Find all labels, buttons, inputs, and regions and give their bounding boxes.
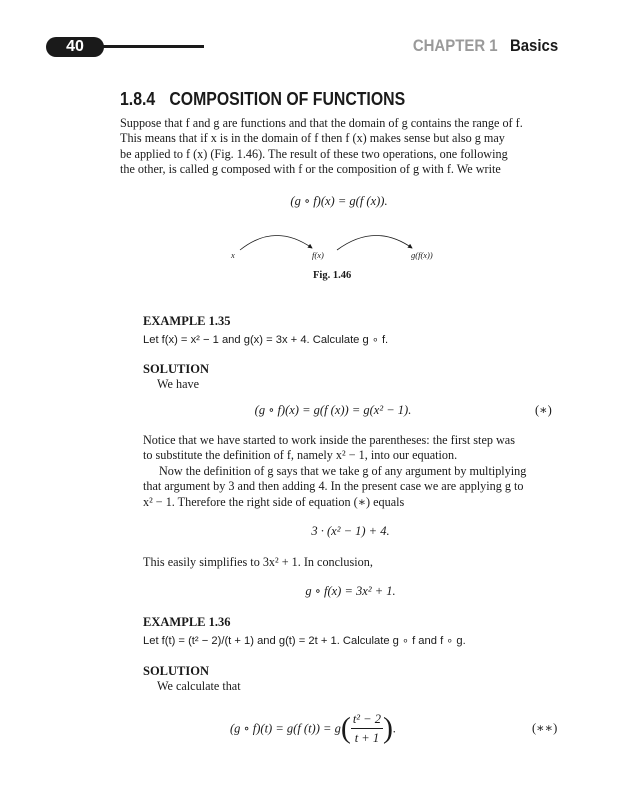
page-number: 40 xyxy=(46,37,104,57)
intro-line: the other, is called g composed with f or the composition of g with f. We write xyxy=(120,162,501,177)
fraction-denominator: t + 1 xyxy=(354,731,380,745)
example-136-heading: EXAMPLE 1.36 xyxy=(143,615,231,629)
section-title: COMPOSITION OF FUNCTIONS xyxy=(169,89,406,109)
eq-end: . xyxy=(392,721,397,736)
chapter-title: Basics xyxy=(509,36,558,55)
figure-caption: Fig. 1.46 xyxy=(313,270,352,281)
text-line: x² − 1. Therefore the right side of equation (∗) equals xyxy=(143,494,405,509)
label-gfx: g(f(x)) xyxy=(411,250,433,260)
text-line: to substitute the definition of f, namely x² − 1, into our equation. xyxy=(143,448,458,463)
eq-lhs: (g ∘ f)(t) = g(f (t)) = g xyxy=(230,721,341,736)
equation-double-star: (g ∘ f)(t) = g(f (t)) = g( $\frac{\text{t² − 2}}{t + 1}$ ). xyxy=(230,711,397,745)
label-x: x xyxy=(231,250,235,260)
intro-line: This means that if x is in the domain of f then f (x) makes sense but also g may xyxy=(120,131,505,146)
equation-star: (g ∘ f)(x) = g(f (x)) = g(x² − 1). xyxy=(254,403,412,417)
example-135-explanation xyxy=(143,433,558,510)
fraction xyxy=(351,710,383,747)
equation-star-label: (∗) xyxy=(535,403,552,417)
fraction-numerator: t² − 2 xyxy=(351,710,383,729)
text-line: Now the definition of g says that we take g of any argument by multiplying xyxy=(159,463,527,478)
section-number: 1.8.4 xyxy=(120,89,156,109)
arrow-g xyxy=(337,235,412,250)
example-135-heading: EXAMPLE 1.35 xyxy=(143,314,231,328)
chapter-label: CHAPTER 1 xyxy=(412,36,498,55)
section-heading xyxy=(120,89,405,110)
we-have-text: We have xyxy=(157,377,199,391)
intro-line: be applied to f (x) (Fig. 1.46). The result of these two operations, one following xyxy=(120,146,508,161)
simplifies-text: This easily simplifies to 3x² + 1. In conclusion, xyxy=(143,555,373,569)
running-header xyxy=(413,36,558,56)
equation-double-star-label: (∗∗) xyxy=(532,721,558,735)
calc-text: We calculate that xyxy=(157,679,241,693)
equation-final: g ∘ f(x) = 3x² + 1. xyxy=(305,584,396,598)
example-135-statement: Let f(x) = x² − 1 and g(x) = 3x + 4. Calculate g ∘ f. xyxy=(143,334,389,346)
equation-expanded: 3 · (x² − 1) + 4. xyxy=(311,524,390,538)
label-fx: f(x) xyxy=(312,250,324,260)
definition-equation: (g ∘ f)(x) = g(f (x)). xyxy=(290,194,388,208)
composition-diagram xyxy=(200,226,470,266)
example-136-statement: Let f(t) = (t² − 2)/(t + 1) and g(t) = 2t + 1. Calculate g ∘ f and f ∘ g. xyxy=(143,635,466,647)
text-line: that argument by 3 and then adding 4. In the present case we are applying g to xyxy=(143,479,524,494)
intro-line: Suppose that f and g are functions and that the domain of g contains the range of f. xyxy=(120,116,523,130)
intro-paragraph xyxy=(120,116,558,178)
solution-heading: SOLUTION xyxy=(143,664,209,678)
solution-heading: SOLUTION xyxy=(143,362,209,376)
text-line: Notice that we have started to work inside the parentheses: the first step was xyxy=(143,433,515,447)
header-rule xyxy=(98,45,204,48)
arrow-f xyxy=(240,235,312,250)
